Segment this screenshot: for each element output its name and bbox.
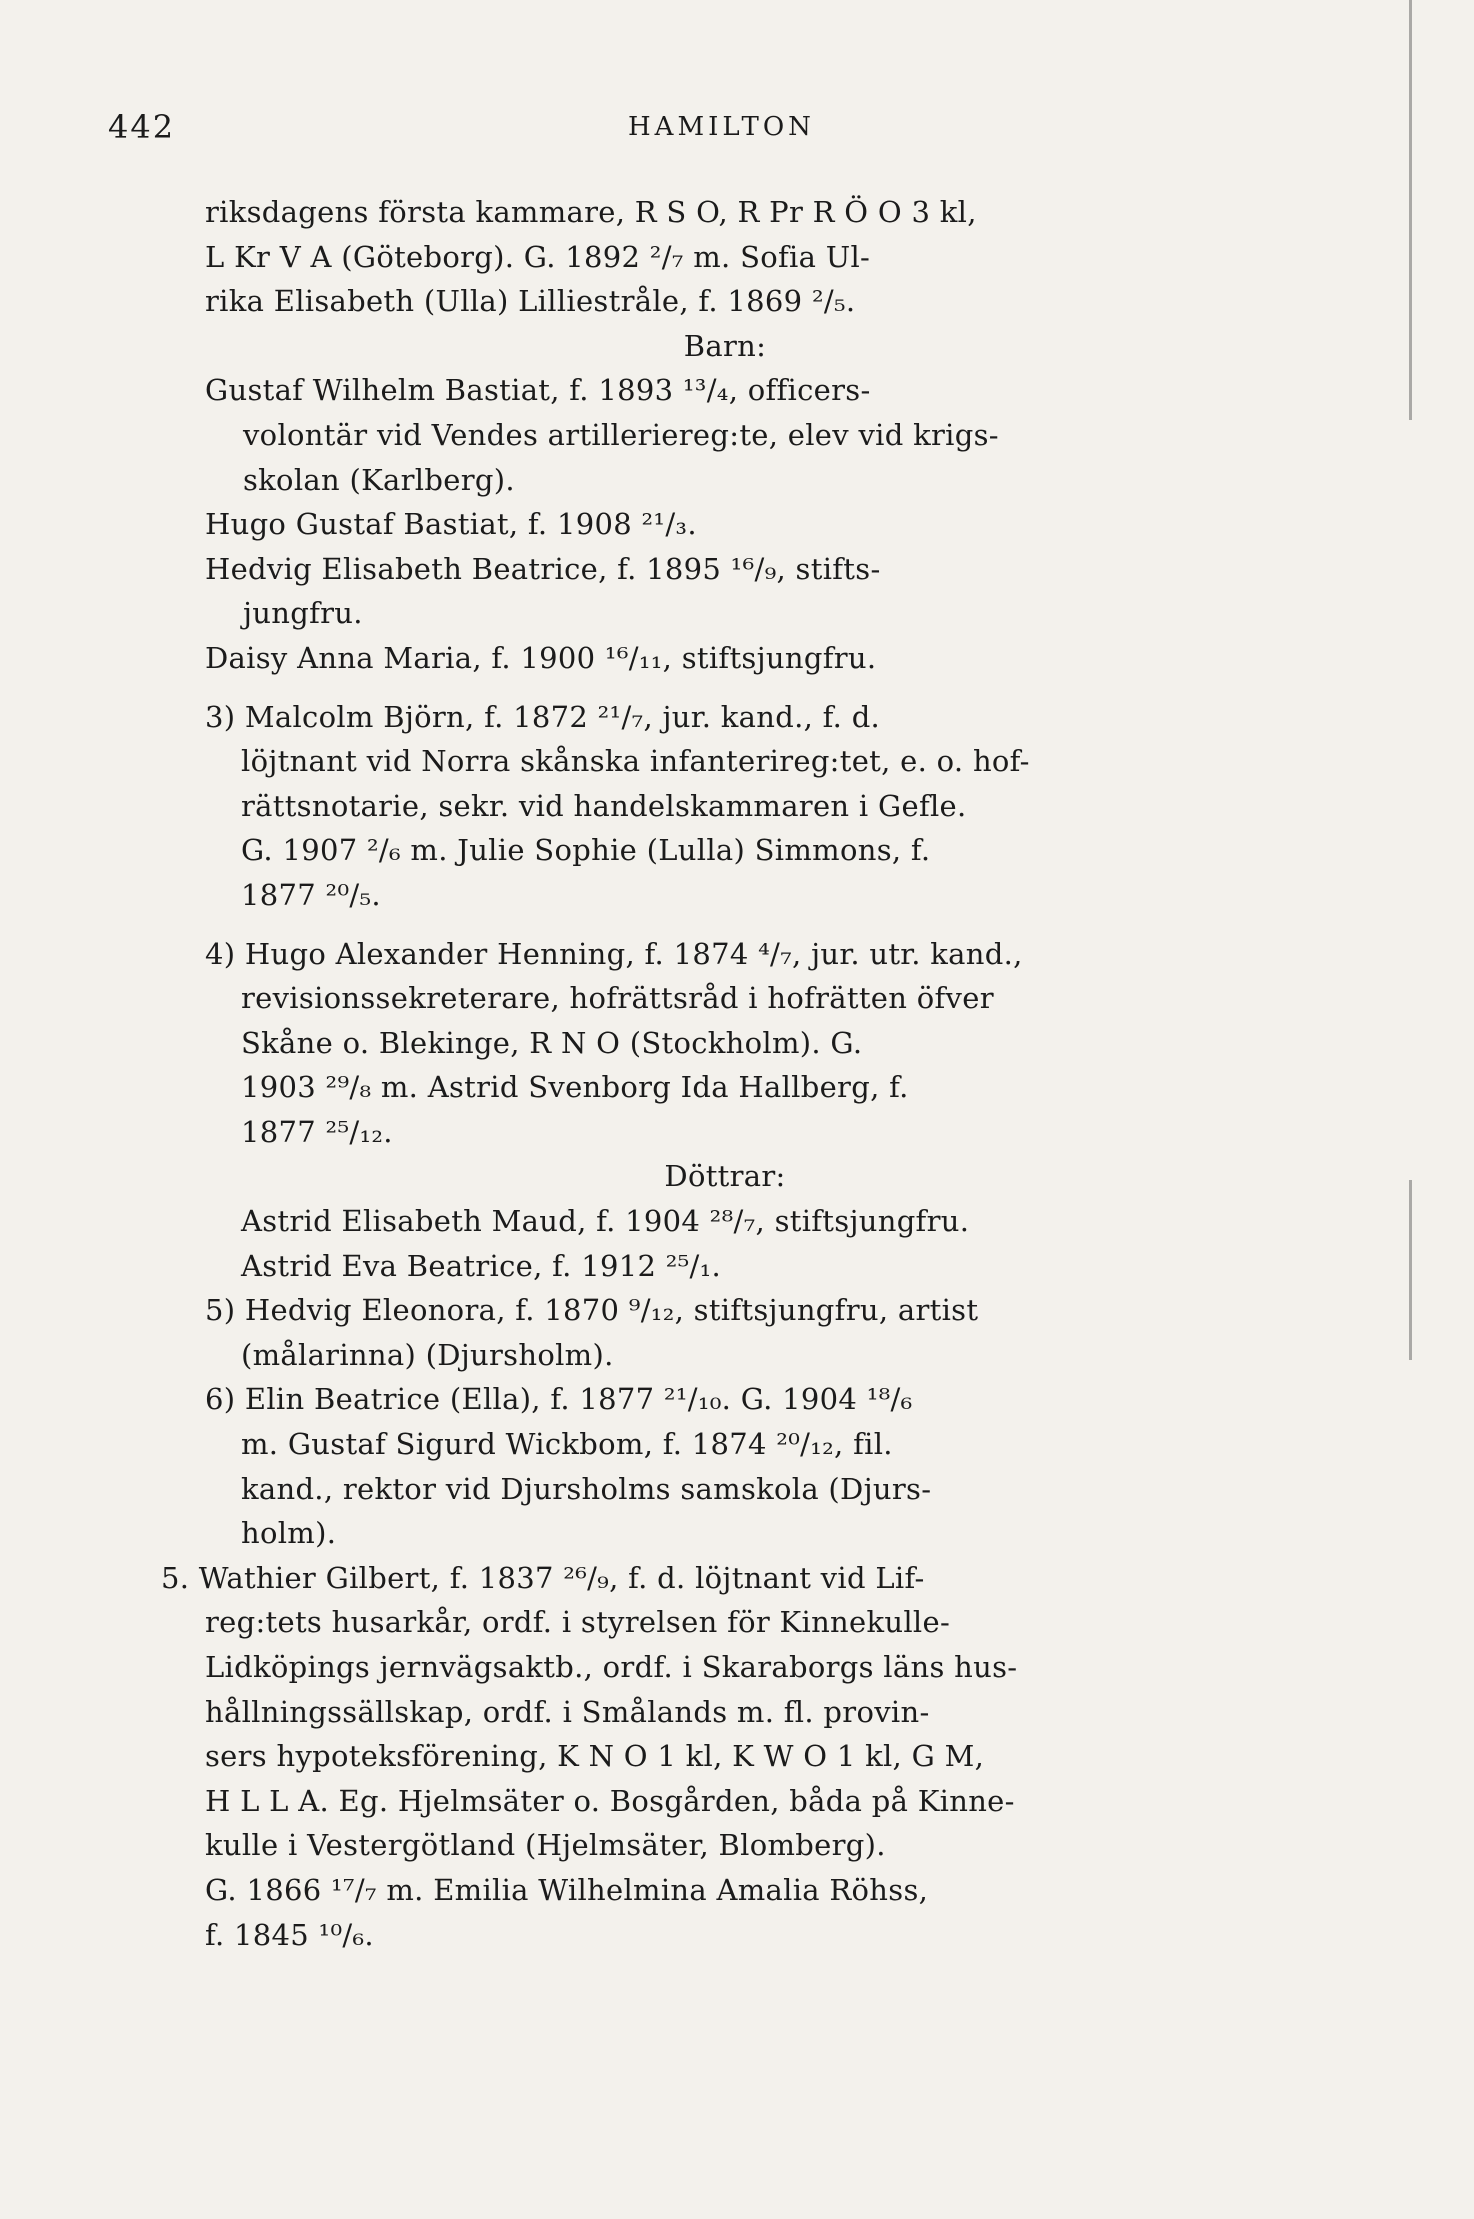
text-line: jungfru. bbox=[243, 596, 363, 631]
text-line: skolan (Karlberg). bbox=[243, 462, 515, 497]
text-line: Hedvig Elisabeth Beatrice, f. 1895 ¹⁶/₉, stifts- bbox=[205, 551, 881, 586]
text-line: H L L A. Eg. Hjelmsäter o. Bosgården, båda på Kinne- bbox=[205, 1783, 1015, 1818]
text-line: 1903 ²⁹/₈ m. Astrid Svenborg Ida Hallberg, f. bbox=[241, 1070, 909, 1105]
page-number: 442 bbox=[108, 108, 176, 146]
page-body bbox=[161, 190, 1245, 1957]
text-line: Gustaf Wilhelm Bastiat, f. 1893 ¹³/₄, officers- bbox=[205, 373, 871, 408]
text-line: holm). bbox=[241, 1516, 337, 1551]
text-line: hållningssällskap, ordf. i Smålands m. fl. provin- bbox=[205, 1694, 930, 1729]
text-line: sers hypoteksförening, K N O 1 kl, K W O 1 kl, G M, bbox=[205, 1739, 985, 1774]
text-line: Hugo Gustaf Bastiat, f. 1908 ²¹/₃. bbox=[205, 507, 697, 542]
text-line: kand., rektor vid Djursholms samskola (Djurs- bbox=[241, 1471, 932, 1506]
text-line: Astrid Elisabeth Maud, f. 1904 ²⁸/₇, stiftsjungfru. bbox=[241, 1204, 970, 1239]
text-line: riksdagens första kammare, R S O, R Pr R Ö O 3 kl, bbox=[205, 195, 977, 229]
text-line: Lidköpings jernvägsaktb., ordf. i Skaraborgs läns hus- bbox=[205, 1650, 1018, 1684]
text-line: 5) Hedvig Eleonora, f. 1870 ⁹/₁₂, stiftsjungfru, artist bbox=[205, 1293, 979, 1328]
text-line: 1877 ²⁰/₅. bbox=[241, 877, 381, 912]
text-line: 6) Elin Beatrice (Ella), f. 1877 ²¹/₁₀. G. 1904 ¹⁸/₆ bbox=[205, 1382, 913, 1417]
text-line: rättsnotarie, sekr. vid handelskammaren i Gefle. bbox=[241, 788, 967, 823]
section-heading: Barn: bbox=[683, 328, 767, 363]
text-line: 5. Wathier Gilbert, f. 1837 ²⁶/₉, f. d. löjtnant vid Lif- bbox=[161, 1560, 925, 1595]
text-line: 1877 ²⁵/₁₂. bbox=[241, 1114, 393, 1149]
text-line: volontär vid Vendes artilleriereg:te, elev vid krigs- bbox=[243, 417, 999, 452]
text-line: Daisy Anna Maria, f. 1900 ¹⁶/₁₁, stiftsjungfru. bbox=[205, 640, 877, 675]
text-line: G. 1907 ²/₆ m. Julie Sophie (Lulla) Simmons, f. bbox=[241, 833, 931, 868]
running-head: HAMILTON bbox=[628, 112, 815, 142]
text-line: kulle i Vestergötland (Hjelmsäter, Blomberg). bbox=[205, 1828, 886, 1863]
text-line: revisionssekreterare, hofrättsråd i hofrätten öfver bbox=[241, 981, 994, 1016]
page-edge-shadow bbox=[1409, 1180, 1412, 1360]
text-line: m. Gustaf Sigurd Wickbom, f. 1874 ²⁰/₁₂, fil. bbox=[241, 1427, 893, 1462]
text-line: L Kr V A (Göteborg). G. 1892 ²/₇ m. Sofia Ul- bbox=[205, 239, 871, 274]
text-line: f. 1845 ¹⁰/₆. bbox=[205, 1917, 374, 1952]
section-heading: Döttrar: bbox=[664, 1159, 786, 1194]
text-line: 3) Malcolm Björn, f. 1872 ²¹/₇, jur. kand., f. d. bbox=[205, 699, 881, 734]
text-line: (målarinna) (Djursholm). bbox=[241, 1337, 614, 1372]
text-line: löjtnant vid Norra skånska infanterireg:tet, e. o. hof- bbox=[241, 744, 1030, 779]
text-line: 4) Hugo Alexander Henning, f. 1874 ⁴/₇, jur. utr. kand., bbox=[205, 936, 1023, 971]
page-edge-shadow bbox=[1409, 0, 1412, 420]
text-line: reg:tets husarkår, ordf. i styrelsen för Kinnekulle- bbox=[205, 1605, 951, 1640]
text-line: rika Elisabeth (Ulla) Lilliestråle, f. 1869 ²/₅. bbox=[205, 284, 856, 319]
text-line: Skåne o. Blekinge, R N O (Stockholm). G. bbox=[241, 1025, 863, 1060]
text-line: Astrid Eva Beatrice, f. 1912 ²⁵/₁. bbox=[241, 1248, 722, 1283]
page-header bbox=[108, 108, 1248, 148]
text-line: G. 1866 ¹⁷/₇ m. Emilia Wilhelmina Amalia Röhss, bbox=[205, 1872, 929, 1907]
